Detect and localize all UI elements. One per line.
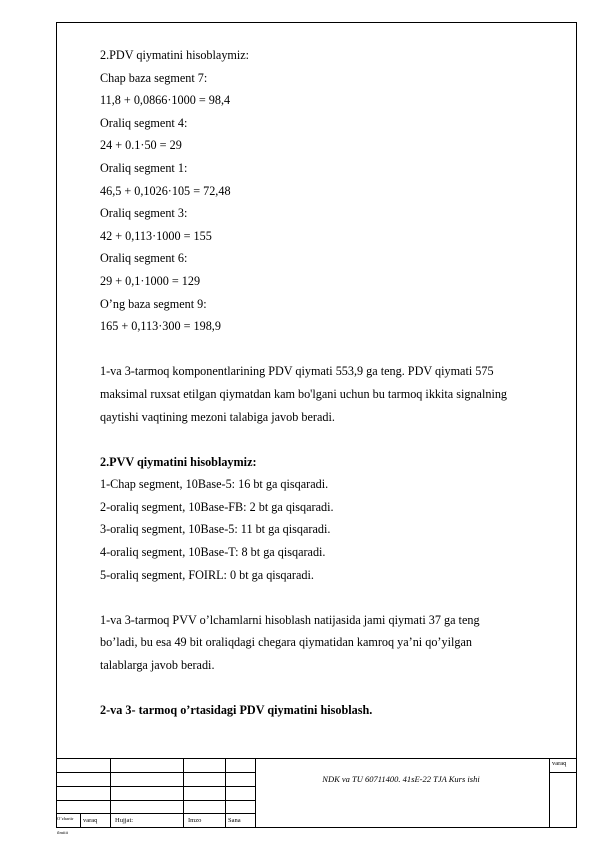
paragraph-line: 1-va 3-tarmoq komponentlarining PDV qiymati 553,9 ga teng. PDV qiymati 575 <box>100 364 494 379</box>
paragraph-line: talablarga javob beradi. <box>100 658 215 673</box>
text-line: Chap baza segment 7: <box>100 70 208 85</box>
text-line: 24 + 0.1·50 = 29 <box>100 138 182 153</box>
date-label: Sana <box>228 817 241 824</box>
section-heading: 2.PVV qiymatini hisoblaymiz: <box>100 454 257 469</box>
text-line: Oraliq segment 4: <box>100 115 188 130</box>
document-title: NDK va TU 60711400. 41sE-22 TJA Kurs ishi <box>322 774 480 784</box>
text-line: O’ng baza segment 9: <box>100 296 207 311</box>
text-line: 11,8 + 0,0866·1000 = 98,4 <box>100 93 231 108</box>
pvv-line: 2-oraliq segment, 10Base-FB: 2 bt ga qisqaradi. <box>100 499 334 514</box>
stamp-divider <box>183 759 184 828</box>
spacer <box>100 586 575 609</box>
stamp-divider <box>110 759 111 828</box>
small-mark: ilmiiii <box>57 830 69 835</box>
stamp-row-line <box>56 772 255 773</box>
text-line: 46,5 + 0,1026·105 = 72,48 <box>100 183 231 198</box>
stamp-divider <box>549 759 550 828</box>
stamp-divider <box>225 759 226 828</box>
stamp-row-line <box>56 813 255 814</box>
text-line: 165 + 0,113·300 = 198,9 <box>100 319 221 334</box>
pvv-line: 5-oraliq segment, FOIRL: 0 bt ga qisqaradi. <box>100 567 314 582</box>
signature-label: Imzo <box>188 817 202 824</box>
text-line: 42 + 0,113·1000 = 155 <box>100 228 212 243</box>
spacer <box>100 428 575 451</box>
change-label: O’zhartir <box>57 816 74 821</box>
text-line: Oraliq segment 3: <box>100 206 188 221</box>
section-heading: 2-va 3- tarmoq o’rtasidagi PDV qiymatini hisoblash. <box>100 703 373 718</box>
sheet-label: varaq <box>552 760 567 767</box>
text-line: Oraliq segment 1: <box>100 160 188 175</box>
stamp-row-line <box>56 786 255 787</box>
stamp-row-line <box>56 800 255 801</box>
spacer <box>100 677 575 700</box>
pvv-line: 3-oraliq segment, 10Base-5: 11 bt ga qisqaradi. <box>100 522 331 537</box>
stamp-row-line <box>549 772 577 773</box>
pvv-line: 4-oraliq segment, 10Base-T: 8 bt ga qisqaradi. <box>100 545 326 560</box>
document-body <box>100 44 575 722</box>
text-line: Oraliq segment 6: <box>100 251 188 266</box>
document-label: Hujjat: <box>115 817 134 824</box>
text-line: 29 + 0,1·1000 = 129 <box>100 273 201 288</box>
paragraph-line: bo’ladi, bu esa 49 bit oraliqdagi chegara qiymatidan kamroq ya’ni qo’yilgan <box>100 635 472 650</box>
stamp-divider <box>80 813 81 828</box>
sheet-label: varaq <box>83 817 98 824</box>
stamp-divider <box>255 759 256 828</box>
paragraph-line: 1-va 3-tarmoq PVV o’lchamlarni hisoblash natijasida jami qiymati 37 ga teng <box>100 612 480 627</box>
spacer <box>100 338 575 361</box>
paragraph-line: qaytishi vaqtining mezoni talabiga javob beradi. <box>100 409 335 424</box>
paragraph-line: maksimal ruxsat etilgan qiymatdan kam bo'lgani uchun bu tarmoq ikkita signalning <box>100 386 508 401</box>
title-block <box>56 758 577 835</box>
text-line: 2.PDV qiymatini hisoblaymiz: <box>100 48 250 62</box>
pvv-line: 1-Chap segment, 10Base-5: 16 bt ga qisqaradi. <box>100 477 329 492</box>
